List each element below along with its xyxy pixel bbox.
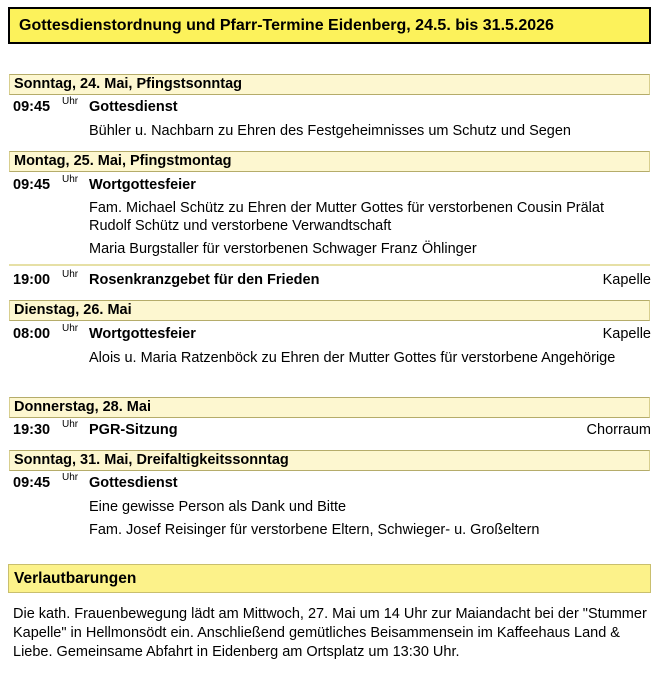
day-header-sunday-31: Sonntag, 31. Mai, Dreifaltigkeitssonntag	[9, 450, 650, 471]
event-location: Chorraum	[586, 422, 651, 438]
event-time: 09:45	[13, 177, 51, 193]
event-time: 09:45	[13, 99, 51, 115]
uhr-label: Uhr	[62, 269, 79, 280]
event-title: PGR-Sitzung	[89, 422, 178, 438]
announcements-heading: Verlautbarungen	[8, 564, 651, 593]
event-title: Gottesdienst	[89, 475, 178, 491]
event-title: Rosenkranzgebet für den Frieden	[89, 272, 320, 288]
event-row	[0, 420, 660, 440]
day-header-sunday-24: Sonntag, 24. Mai, Pfingstsonntag	[9, 74, 650, 95]
event-time: 19:30	[13, 422, 51, 438]
event-detail: Alois u. Maria Ratzenböck zu Ehren der Mutter Gottes für verstorbene Angehörige	[89, 350, 616, 366]
event-row	[0, 97, 660, 117]
event-time: 08:00	[13, 326, 51, 342]
uhr-label: Uhr	[62, 323, 79, 334]
event-detail: Eine gewisse Person als Dank und Bitte	[89, 499, 347, 515]
event-time: 19:00	[13, 272, 51, 288]
event-title: Gottesdienst	[89, 99, 178, 115]
announcement-text: Die kath. Frauenbewegung lädt am Mittwoch, 27. Mai um 14 Uhr zur Maiandacht bei der "Stummer Kapelle" in Hellmonsödt ein. Anschließend gemütliches Beisammensein im Kaffeehaus Land & Liebe. Gemeinsame Abfahrt in Eidenberg am Ortsplatz um 13:30 Uhr.	[13, 606, 647, 660]
event-detail: Fam. Michael Schütz zu Ehren der Mutter Gottes für verstorbenen Cousin Prälat Rudolf Schütz und verstorbene Verwandtschaft	[89, 200, 604, 234]
event-detail: Maria Burgstaller für verstorbenen Schwager Franz Öhlinger	[89, 241, 477, 257]
day-header-tuesday-26: Dienstag, 26. Mai	[9, 300, 650, 321]
day-header-monday-25: Montag, 25. Mai, Pfingstmontag	[9, 151, 650, 172]
event-row	[0, 270, 660, 290]
event-row	[0, 473, 660, 493]
day-header-thursday-28: Donnerstag, 28. Mai	[9, 397, 650, 418]
uhr-label: Uhr	[62, 472, 79, 483]
uhr-label: Uhr	[62, 419, 79, 430]
uhr-label: Uhr	[62, 174, 79, 185]
uhr-label: Uhr	[62, 96, 79, 107]
page-title: Gottesdienstordnung und Pfarr-Termine Eidenberg, 24.5. bis 31.5.2026	[8, 7, 651, 44]
divider	[9, 264, 650, 266]
event-title: Wortgottesfeier	[89, 326, 196, 342]
event-row	[0, 175, 660, 195]
event-detail: Fam. Josef Reisinger für verstorbene Eltern, Schwieger- u. Großeltern	[89, 522, 540, 538]
event-row	[0, 324, 660, 344]
event-time: 09:45	[13, 475, 51, 491]
event-location: Kapelle	[602, 326, 651, 342]
event-detail: Bühler u. Nachbarn zu Ehren des Festgeheimnisses um Schutz und Segen	[89, 123, 571, 139]
event-location: Kapelle	[602, 272, 651, 288]
event-title: Wortgottesfeier	[89, 177, 196, 193]
